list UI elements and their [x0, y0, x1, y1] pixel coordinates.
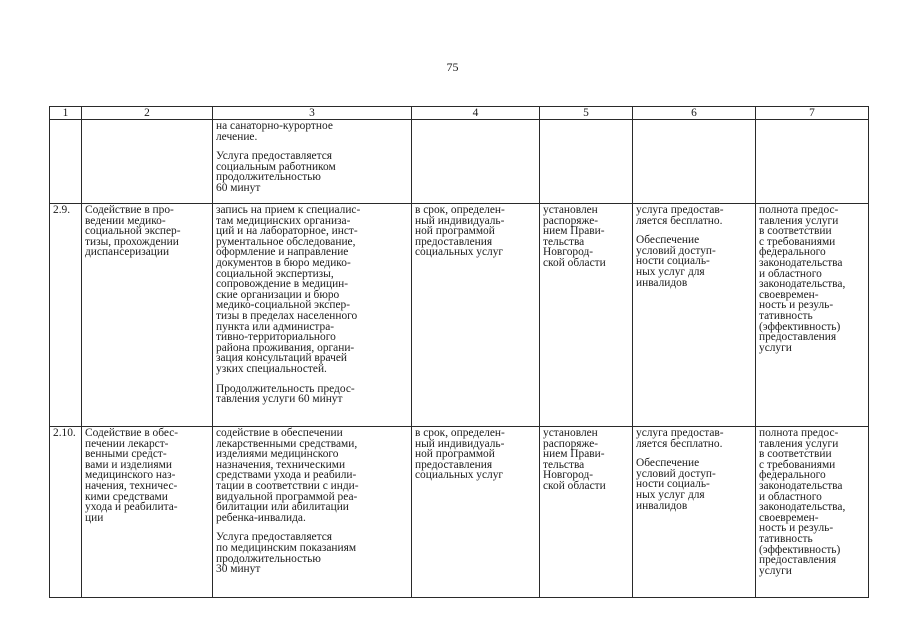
service-conditions-cell — [633, 427, 756, 598]
page-number: 75 — [446, 60, 459, 74]
cell-text-line: тизы, прохождении — [85, 235, 179, 248]
cell-text-line: социальным работником — [216, 160, 336, 173]
cell-text-line: сопровождение в медицин- — [216, 278, 349, 291]
cell-text-line: ляется бесплатно. — [636, 214, 723, 227]
cell-text-line: Содействие в про- — [85, 204, 174, 216]
cell-text-line: законодательства, — [759, 278, 846, 291]
services-table — [49, 106, 869, 598]
cell-text-line: своевремен- — [759, 511, 819, 524]
cell-text-line: документов в бюро медико- — [216, 256, 351, 269]
cell-text-line: ных услуг для — [636, 488, 705, 501]
cell-text-line: ности социаль- — [636, 255, 710, 268]
cell-text-line: в соответствии — [759, 225, 832, 238]
cell-text-line: содействие в обеспечении — [216, 427, 343, 439]
cell-text-line: Содействие в обес- — [85, 427, 179, 439]
cell-text-line: ных услуг для — [636, 265, 705, 278]
cell-text-line: инвалидов — [636, 276, 688, 289]
cell-text-line: установлен — [543, 427, 598, 439]
cell-text-line: полнота предос- — [759, 427, 839, 439]
service-content-cell — [213, 120, 412, 204]
cell-text-line: рументальное обследование, — [216, 235, 356, 248]
cell-text-line: законодательства — [759, 479, 843, 492]
cell-text-line: пункта или администра- — [216, 320, 335, 333]
cell-text-line: федерального — [759, 246, 826, 259]
cell-text-line: начения, техничес- — [85, 479, 178, 492]
quality-indicators-cell — [756, 204, 869, 427]
cell-text-line: установлен — [543, 204, 598, 216]
row-number-cell — [50, 427, 82, 598]
cell-text-line: тавления услуги — [759, 214, 839, 227]
cell-text-line: ведении медико- — [85, 214, 166, 227]
cell-text-line: в соответствии — [759, 448, 832, 461]
cell-text-line: тативность — [759, 309, 813, 322]
cell-text-line: 2.10. — [53, 427, 76, 439]
cell-text-line: с требованиями — [759, 235, 836, 248]
cell-text-line: зация консультаций врачей — [216, 352, 347, 365]
service-content-cell — [213, 427, 412, 598]
cell-text-line: тивно-территориального — [216, 331, 336, 344]
cell-text-line: по медицинским показаниям — [216, 541, 357, 554]
cell-text-line: продолжительностью — [216, 552, 321, 565]
cell-text-line: узких специальностей. — [216, 362, 327, 375]
cell-text-line: (эффективность) — [759, 320, 841, 333]
cell-text-line: распоряже- — [543, 214, 599, 227]
cell-text-line: ной программой — [415, 448, 495, 461]
service-name-cell — [82, 120, 213, 204]
service-term-cell — [412, 120, 540, 204]
cell-text-line: тельства — [543, 235, 585, 248]
quality-indicators-cell — [756, 427, 869, 598]
cell-text-line: тельства — [543, 458, 585, 471]
cell-text-line: своевремен- — [759, 288, 819, 301]
table-row — [50, 120, 869, 204]
cell-text-line: законодательства, — [759, 501, 846, 514]
cell-text-line: предоставления — [759, 331, 837, 344]
cell-text-line: нием Прави- — [543, 225, 605, 238]
cell-text-line: района проживания, органи- — [216, 341, 355, 354]
cell-text-line: услуга предостав- — [636, 204, 724, 216]
cell-text-line: услуги — [759, 341, 792, 354]
cell-text-line: билитации или абилитации — [216, 501, 349, 514]
cell-text-line: нием Прави- — [543, 448, 605, 461]
service-term-cell — [412, 204, 540, 427]
cell-text-line: услуга предостав- — [636, 427, 724, 439]
cell-text-line: на санаторно-курортное — [216, 120, 333, 132]
cell-text-line: и областного — [759, 267, 822, 280]
cell-text-line: 2.9. — [53, 204, 71, 216]
cell-text-line: ность и резуль- — [759, 299, 834, 312]
cell-text-line: в срок, определен- — [415, 427, 505, 439]
column-number-row — [50, 107, 869, 120]
cell-text-line: Обеспечение — [636, 457, 700, 470]
cell-text-line: ный индивидуаль- — [415, 214, 505, 227]
cell-text-line: ции — [85, 511, 104, 524]
cell-text-line: запись на прием к специалис- — [216, 204, 361, 216]
cell-text-line: ной программой — [415, 225, 495, 238]
cell-text-line: продолжительностью — [216, 171, 321, 184]
column-number-4: 4 — [412, 107, 540, 120]
cell-text-line: тативность — [759, 532, 813, 545]
cell-text-line: ности социаль- — [636, 478, 710, 491]
cell-text-line: ской области — [543, 256, 606, 269]
quality-indicators-cell — [756, 120, 869, 204]
column-number-7: 7 — [756, 107, 869, 120]
cell-text-line: там медицинских организа- — [216, 214, 351, 227]
cell-text-line: ность и резуль- — [759, 522, 834, 535]
cell-text-line: с требованиями — [759, 458, 836, 471]
cell-text-line: тавления услуги — [759, 437, 839, 450]
cell-text-line: оформление и направление — [216, 246, 349, 259]
cell-text-line: тизы в пределах населенного — [216, 309, 358, 322]
cell-text-line: услуги — [759, 564, 792, 577]
cell-text-line: социальных услуг — [415, 469, 504, 482]
row-number-cell — [50, 120, 82, 204]
cell-text-line: медико-социальной экспер- — [216, 299, 350, 312]
column-number-1: 1 — [50, 107, 82, 120]
cell-text-line: кими средствами — [85, 490, 168, 503]
table-row — [50, 204, 869, 427]
column-number-2: 2 — [82, 107, 213, 120]
cell-text-line: печении лекарст- — [85, 437, 169, 450]
cell-text-line: назначения, техническими — [216, 458, 346, 471]
cell-text-line: и областного — [759, 490, 822, 503]
cell-text-line: лекарственными средствами, — [216, 437, 358, 450]
cell-text-line: условий доступ- — [636, 467, 716, 480]
cell-text-line: ухода и реабилита- — [85, 501, 178, 514]
cell-text-line: тации в соответствии с инди- — [216, 479, 359, 492]
cell-text-line: федерального — [759, 469, 826, 482]
cell-text-line: законодательства — [759, 256, 843, 269]
service-conditions-cell — [633, 120, 756, 204]
row-number-cell — [50, 204, 82, 427]
cell-text-line: изделиями медицинского — [216, 448, 339, 461]
cell-text-line: социальной экспер- — [85, 225, 181, 238]
cell-text-line: Услуга предоставляется — [216, 150, 333, 163]
service-cost-cell — [540, 120, 633, 204]
cell-text-line: диспансеризации — [85, 246, 170, 259]
cell-text-line: Новгород- — [543, 469, 594, 482]
service-name-cell — [82, 204, 213, 427]
cell-text-line: ций и на лабораторное, инст- — [216, 225, 358, 238]
cell-text-line: средствами ухода и реабили- — [216, 469, 357, 482]
column-number-6: 6 — [633, 107, 756, 120]
cell-text-line: 60 минут — [216, 181, 261, 194]
service-name-cell — [82, 427, 213, 598]
cell-text-line: в срок, определен- — [415, 204, 505, 216]
service-cost-cell — [540, 427, 633, 598]
cell-text-line: социальных услуг — [415, 246, 504, 259]
cell-text-line: венными средст- — [85, 448, 167, 461]
cell-text-line: ской области — [543, 479, 606, 492]
column-number-5: 5 — [540, 107, 633, 120]
cell-text-line: Новгород- — [543, 246, 594, 259]
cell-text-line: Продолжительность предос- — [216, 382, 355, 395]
cell-text-line: предоставления — [415, 235, 493, 248]
service-term-cell — [412, 427, 540, 598]
table-row — [50, 427, 869, 598]
cell-text-line: условий доступ- — [636, 244, 716, 257]
cell-text-line: Услуга предоставляется — [216, 531, 333, 544]
cell-text-line: распоряже- — [543, 437, 599, 450]
cell-text-line: (эффективность) — [759, 543, 841, 556]
cell-text-line: Обеспечение — [636, 234, 700, 247]
cell-text-line: вами и изделиями — [85, 458, 172, 471]
cell-text-line: предоставления — [759, 554, 837, 567]
cell-text-line: 30 минут — [216, 563, 261, 576]
cell-text-line: предоставления — [415, 458, 493, 471]
service-cost-cell — [540, 204, 633, 427]
cell-text-line: ребенка-инвалида. — [216, 511, 306, 524]
cell-text-line: тавления услуги 60 минут — [216, 393, 343, 406]
service-content-cell — [213, 204, 412, 427]
cell-text-line: лечение. — [216, 130, 258, 143]
cell-text-line: полнота предос- — [759, 204, 839, 216]
cell-text-line: ный индивидуаль- — [415, 437, 505, 450]
column-number-3: 3 — [213, 107, 412, 120]
cell-text-line: ляется бесплатно. — [636, 437, 723, 450]
cell-text-line: медицинского наз- — [85, 469, 176, 482]
cell-text-line: социальной экспертизы, — [216, 267, 334, 280]
cell-text-line: ские организации и бюро — [216, 288, 340, 301]
service-conditions-cell — [633, 204, 756, 427]
cell-text-line: инвалидов — [636, 499, 688, 512]
cell-text-line: видуальной программой реа- — [216, 490, 358, 503]
